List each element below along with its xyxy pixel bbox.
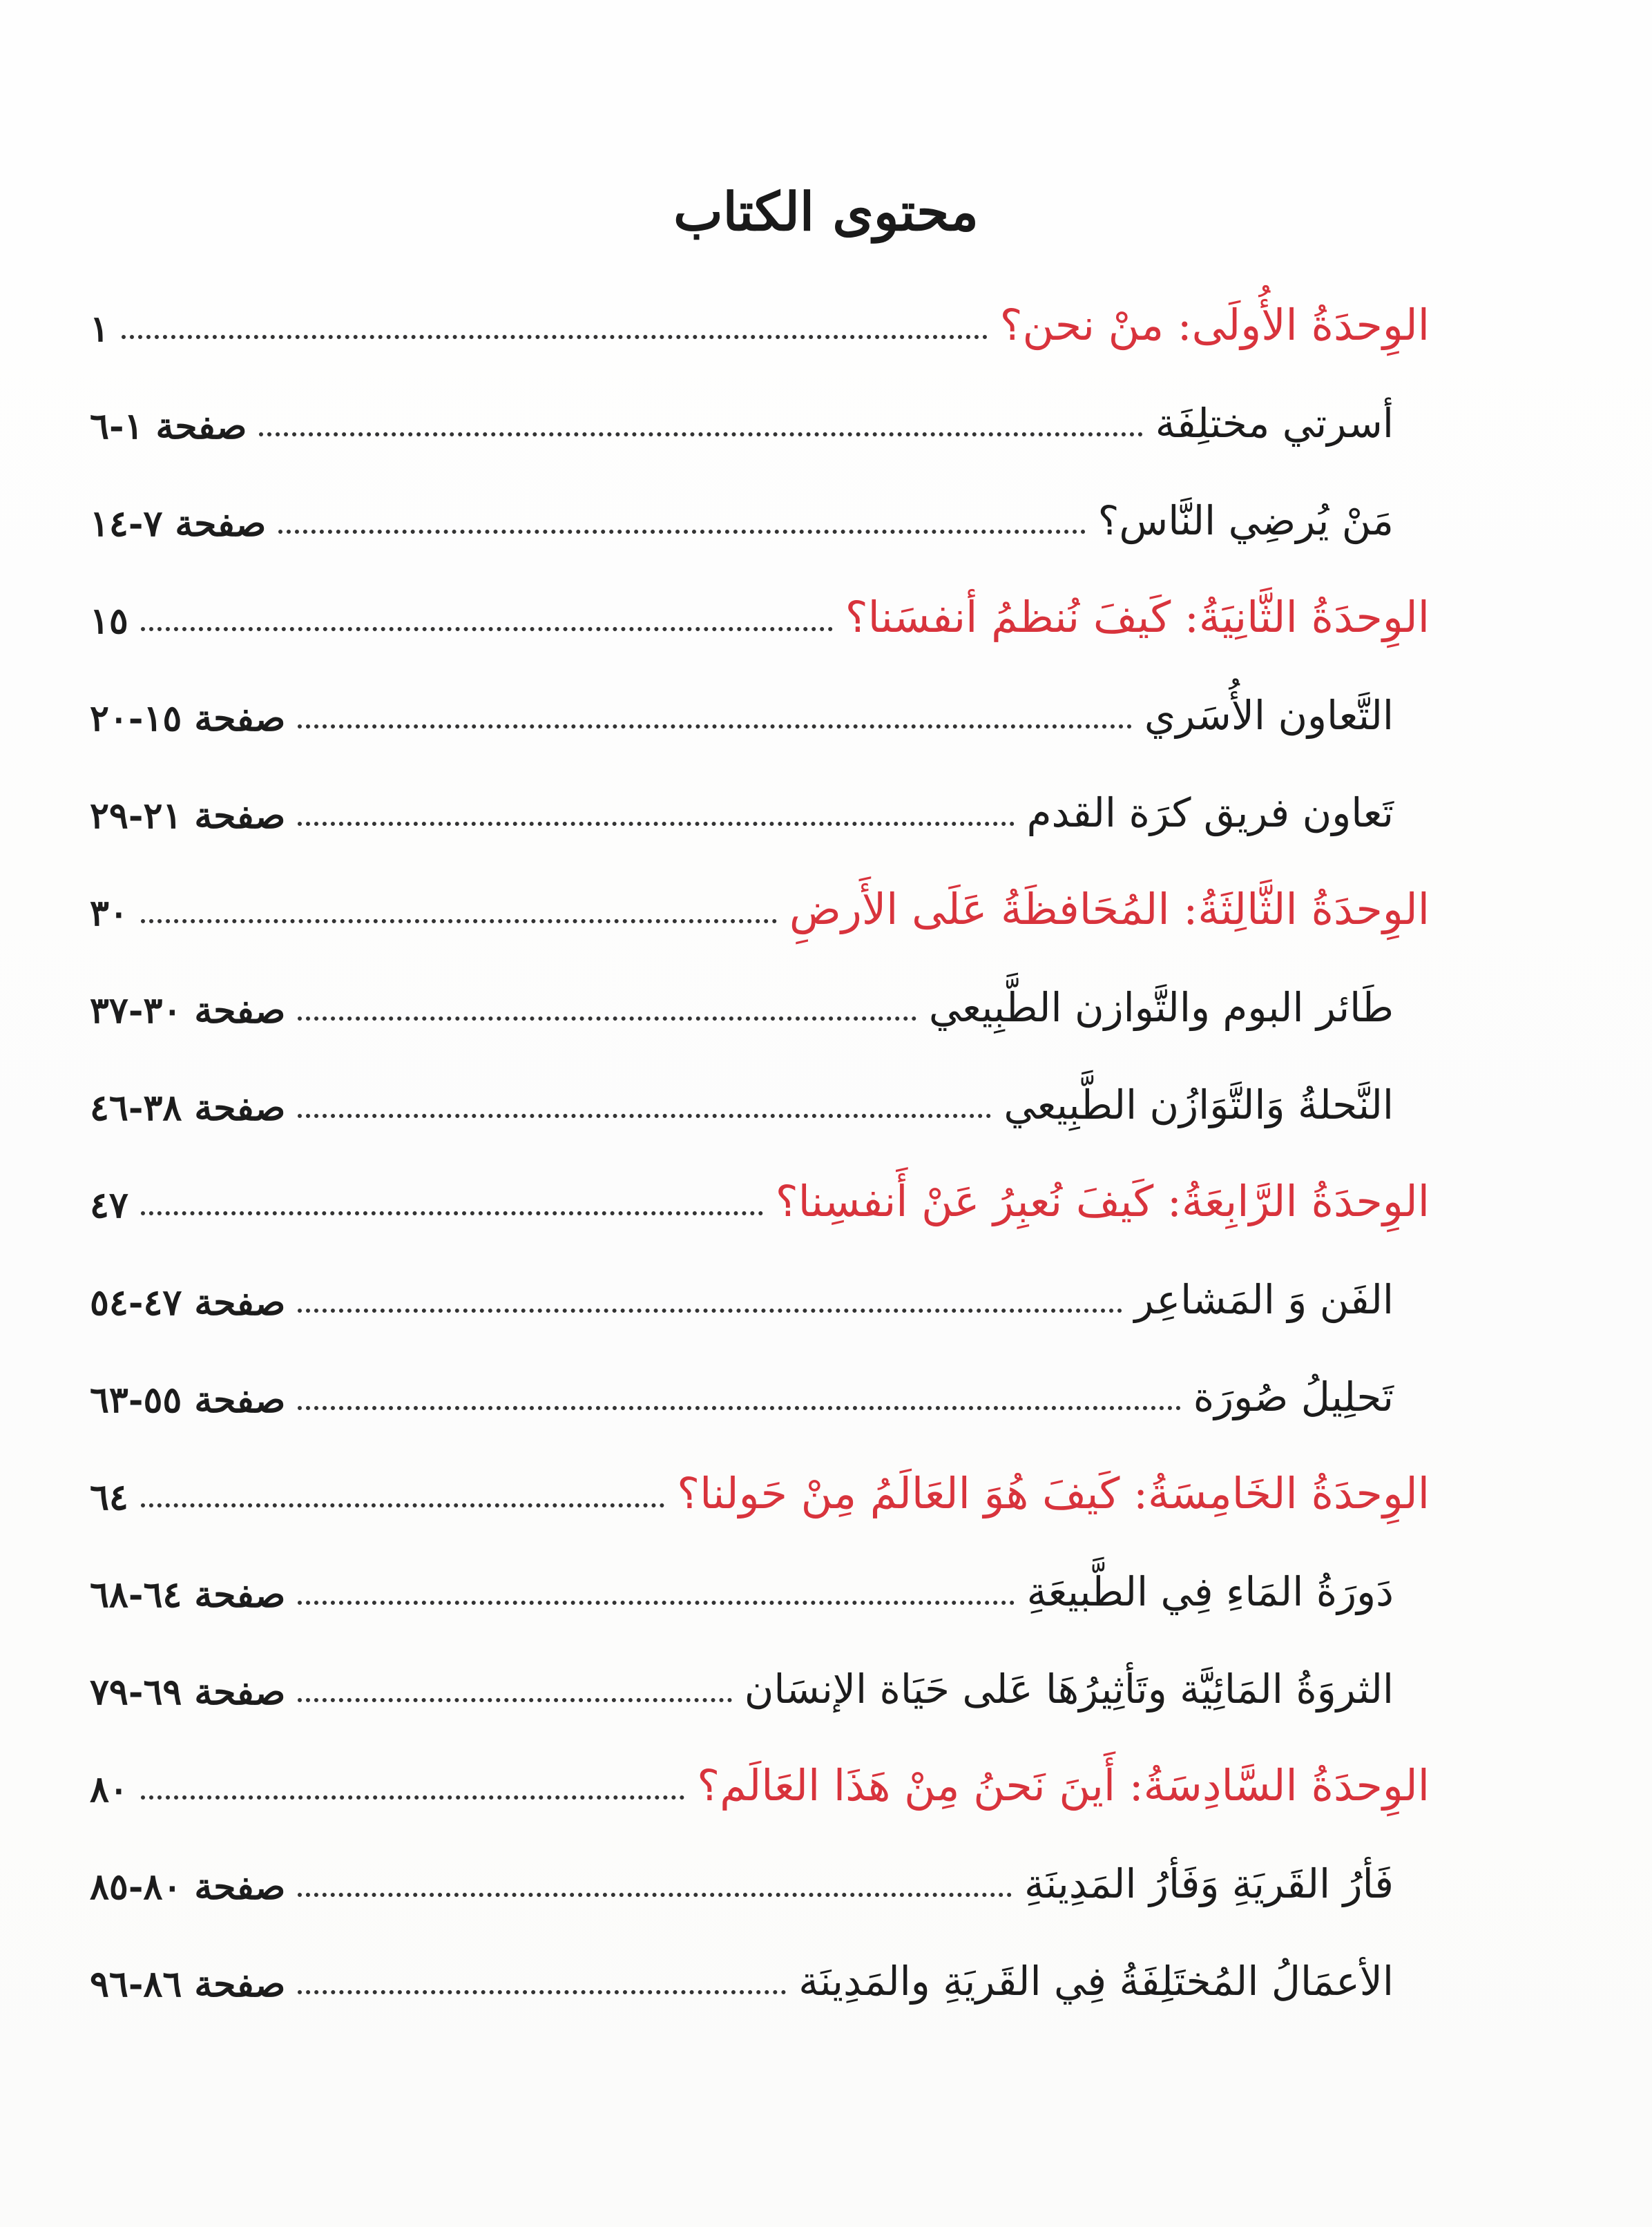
leader-dots [298, 724, 1132, 729]
page-title: محتوى الكتاب [673, 181, 979, 242]
leader-dots [141, 1503, 664, 1507]
leader-dots [298, 1893, 1012, 1897]
toc-row-unit-3 [90, 854, 1430, 951]
toc-row-unit-2 [90, 561, 1430, 659]
toc-page-range: صفحة٣٨-٤٦ [90, 1086, 286, 1129]
leader-dots [141, 919, 777, 923]
toc-page-range: صفحة٦٤-٦٨ [90, 1573, 286, 1616]
toc-page-number: ٣٠ [90, 891, 128, 934]
toc-entry-title: الوِحدَةُ السَّادِسَةُ: أَينَ نَحنُ مِنْ هَذَا العَالَم؟ [697, 1760, 1430, 1811]
toc-row-lesson [90, 1827, 1430, 1925]
page-label: صفحة [194, 794, 286, 837]
toc-entry-title: تَعاون فريق كرَة القدم [1026, 789, 1394, 837]
leader-dots [278, 530, 1085, 534]
page-label: صفحة [194, 1670, 286, 1713]
toc-entry-title: الفَن وَ المَشاعِر [1134, 1276, 1394, 1324]
page-label: صفحة [155, 405, 247, 447]
toc-row-lesson [90, 1243, 1430, 1340]
toc-row-lesson [90, 1340, 1430, 1438]
toc-entry-title: الثروَةُ المَائِيَّة وتَأثِيرُهَا عَلى حَيَاة الإنسَان [744, 1666, 1394, 1713]
toc-page-range: صفحة٢١-٢٩ [90, 794, 286, 837]
leader-dots [141, 1795, 684, 1800]
toc-page-range: صفحة٨٦-٩٦ [90, 1963, 286, 2005]
toc-row-lesson [90, 464, 1430, 561]
toc-entry-title: الوِحدَةُ الخَامِسَةُ: كَيفَ هُوَ العَالَمُ مِنْ حَولنا؟ [677, 1467, 1430, 1519]
toc-row-unit-4 [90, 1146, 1430, 1243]
toc-page-range: صفحة٣٠-٣٧ [90, 989, 286, 1032]
page-label: صفحة [194, 1573, 286, 1616]
toc-page-range: صفحة٤٧-٥٤ [90, 1281, 286, 1324]
toc-entry-title: أسرتي مختلِفَة [1155, 400, 1394, 447]
toc-row-lesson [90, 951, 1430, 1048]
toc-page-range: صفحة٨٠-٨٥ [90, 1865, 286, 1908]
leader-dots [298, 1990, 786, 1994]
leader-dots [298, 1406, 1181, 1410]
page-label: صفحة [194, 1378, 286, 1421]
toc-row-lesson [90, 1925, 1430, 2022]
leader-dots [298, 822, 1014, 826]
toc-entry-title: النَّحلةُ وَالتَّوَازُن الطَّبِيعي [1003, 1081, 1394, 1129]
page-label: صفحة [194, 1963, 286, 2005]
toc-page-range: صفحة١٥-٢٠ [90, 697, 286, 740]
toc-row-lesson [90, 756, 1430, 854]
page-label: صفحة [194, 1281, 286, 1324]
leader-dots [298, 1016, 916, 1021]
leader-dots [141, 627, 833, 631]
leader-dots [298, 1114, 991, 1118]
toc-entry-title: الوِحدَةُ الثَّانِيَةُ: كَيفَ نُنظمُ أنفسَنا؟ [845, 591, 1430, 642]
toc-page-number: ١٥ [90, 599, 128, 642]
toc-entry-title: الوِحدَةُ الثَّالِثَةُ: المُحَافظَةُ عَلَى الأَرضِ [789, 883, 1430, 934]
toc-row-lesson [90, 367, 1430, 464]
table-of-contents [90, 269, 1430, 2022]
toc-entry-title: الوِحدَةُ الرَّابِعَةُ: كَيفَ نُعبِرُ عَنْ أَنفسِنا؟ [775, 1175, 1430, 1226]
toc-entry-title: طَائر البوم والتَّوازن الطَّبِيعي [928, 984, 1394, 1032]
toc-row-lesson [90, 659, 1430, 756]
toc-entry-title: مَنْ يُرضِي النَّاس؟ [1097, 497, 1394, 545]
page-label: صفحة [194, 1865, 286, 1908]
toc-entry-title: التَّعاون الأُسَري [1144, 692, 1394, 740]
toc-row-unit-6 [90, 1730, 1430, 1827]
toc-row-lesson [90, 1048, 1430, 1146]
leader-dots [298, 1601, 1014, 1605]
leader-dots [298, 1309, 1122, 1313]
toc-row-unit-1 [90, 269, 1430, 367]
toc-page-range: صفحة٧-١٤ [90, 502, 267, 545]
leader-dots [122, 335, 988, 339]
toc-entry-title: دَورَةُ المَاءِ فِي الطَّبيعَةِ [1026, 1568, 1394, 1616]
toc-entry-title: فَأرُ القَريَةِ وَفَأرُ المَدِينَةِ [1024, 1860, 1394, 1908]
toc-page-number: ١ [90, 307, 109, 350]
page-label: صفحة [194, 697, 286, 740]
toc-page-range: صفحة١-٦ [90, 405, 247, 447]
toc-row-lesson [90, 1535, 1430, 1632]
leader-dots [298, 1698, 732, 1702]
toc-entry-title: الوِحدَةُ الأُولَى: منْ نحن؟ [999, 299, 1430, 350]
toc-page-number: ٨٠ [90, 1768, 128, 1811]
toc-page-range: صفحة٥٥-٦٣ [90, 1378, 286, 1421]
toc-row-unit-5 [90, 1438, 1430, 1535]
toc-entry-title: الأعمَالُ المُختَلِفَةُ فِي القَريَةِ والمَدِينَة [798, 1958, 1394, 2005]
toc-page-number: ٤٧ [90, 1184, 128, 1226]
leader-dots [259, 432, 1142, 436]
page-label: صفحة [175, 502, 267, 545]
toc-page-number: ٦٤ [90, 1476, 128, 1519]
toc-page-range: صفحة٦٩-٧٩ [90, 1670, 286, 1713]
toc-row-lesson [90, 1632, 1430, 1730]
toc-entry-title: تَحلِيلُ صُورَة [1193, 1373, 1394, 1421]
page-label: صفحة [194, 1086, 286, 1129]
leader-dots [141, 1211, 763, 1215]
page-label: صفحة [194, 989, 286, 1032]
